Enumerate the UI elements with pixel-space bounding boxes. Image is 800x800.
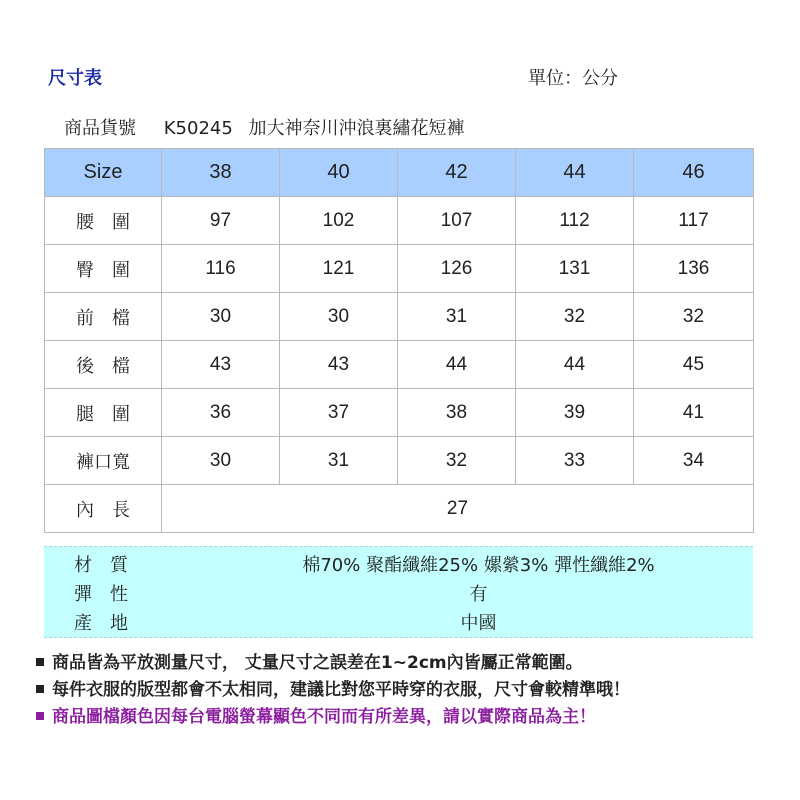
table-row xyxy=(45,485,754,533)
table-cell: 31 xyxy=(398,293,516,341)
table-cell: 41 xyxy=(634,389,754,437)
table-cell: 30 xyxy=(280,293,398,341)
table-cell: 43 xyxy=(162,341,280,389)
elasticity-label: 彈 性 xyxy=(74,584,128,605)
row-label-hip: 臀 圍 xyxy=(45,245,162,293)
origin-value: 中國 xyxy=(460,613,497,634)
note-text: 商品皆為平放測量尺寸， 丈量尺寸之誤差在1~2cm內皆屬正常範圍。 xyxy=(52,653,583,673)
table-row xyxy=(45,389,754,437)
table-cell: 121 xyxy=(280,245,398,293)
table-cell: 32 xyxy=(634,293,754,341)
size-header-cell: 38 xyxy=(162,149,280,197)
table-row xyxy=(45,341,754,389)
note-item xyxy=(36,701,630,728)
table-cell: 45 xyxy=(634,341,754,389)
size-header-row xyxy=(45,149,754,197)
material-label: 材 質 xyxy=(74,555,128,576)
table-row xyxy=(45,437,754,485)
square-bullet-icon xyxy=(36,685,44,693)
product-name: 加大神奈川沖浪裏繡花短褲 xyxy=(248,118,465,139)
row-label-back-rise: 後 檔 xyxy=(45,341,162,389)
table-cell: 116 xyxy=(162,245,280,293)
origin-row xyxy=(44,607,753,635)
product-label: 商品貨號 xyxy=(64,118,136,139)
table-cell: 107 xyxy=(398,197,516,245)
square-bullet-icon xyxy=(36,712,44,720)
row-label-waist: 腰 圍 xyxy=(45,197,162,245)
product-code: K50245 xyxy=(163,118,233,139)
table-cell: 126 xyxy=(398,245,516,293)
material-info-panel xyxy=(44,546,753,638)
material-value: 棉70% 聚酯纖維25% 嫘縈3% 彈性纖維2% xyxy=(302,555,655,576)
elasticity-row xyxy=(44,578,753,606)
table-cell: 102 xyxy=(280,197,398,245)
table-cell: 44 xyxy=(398,341,516,389)
table-cell: 97 xyxy=(162,197,280,245)
inseam-value-cell: 27 xyxy=(162,485,754,533)
table-cell: 136 xyxy=(634,245,754,293)
size-corner-cell: Size xyxy=(45,149,162,197)
row-label-leg-opening: 褲口寬 xyxy=(45,437,162,485)
table-cell: 112 xyxy=(516,197,634,245)
note-item xyxy=(36,674,630,701)
table-cell: 31 xyxy=(280,437,398,485)
table-row xyxy=(45,293,754,341)
unit-label: 單位：公分 xyxy=(528,68,618,89)
table-cell: 34 xyxy=(634,437,754,485)
size-header-cell: 44 xyxy=(516,149,634,197)
table-cell: 117 xyxy=(634,197,754,245)
size-header-cell: 42 xyxy=(398,149,516,197)
note-text: 每件衣服的版型都會不太相同，建議比對您平時穿的衣服，尺寸會較精準哦！ xyxy=(52,680,630,700)
table-cell: 32 xyxy=(398,437,516,485)
row-label-inseam: 內 長 xyxy=(45,485,162,533)
product-line xyxy=(64,114,465,140)
square-bullet-icon xyxy=(36,658,44,666)
table-cell: 32 xyxy=(516,293,634,341)
table-cell: 39 xyxy=(516,389,634,437)
row-label-front-rise: 前 檔 xyxy=(45,293,162,341)
size-chart-title: 尺寸表 xyxy=(48,68,102,89)
origin-label: 產 地 xyxy=(74,613,128,634)
notes-list xyxy=(36,647,630,728)
note-text: 商品圖檔顏色因每台電腦螢幕顯色不同而有所差異，請以實際商品為主！ xyxy=(52,707,596,727)
table-row xyxy=(45,197,754,245)
material-row xyxy=(44,549,753,577)
size-header-cell: 40 xyxy=(280,149,398,197)
table-cell: 30 xyxy=(162,437,280,485)
table-cell: 33 xyxy=(516,437,634,485)
size-table xyxy=(44,148,754,533)
table-cell: 36 xyxy=(162,389,280,437)
table-cell: 37 xyxy=(280,389,398,437)
row-label-thigh: 腿 圍 xyxy=(45,389,162,437)
table-cell: 43 xyxy=(280,341,398,389)
table-cell: 38 xyxy=(398,389,516,437)
size-header-cell: 46 xyxy=(634,149,754,197)
table-row xyxy=(45,245,754,293)
table-cell: 44 xyxy=(516,341,634,389)
table-cell: 30 xyxy=(162,293,280,341)
table-cell: 131 xyxy=(516,245,634,293)
elasticity-value: 有 xyxy=(469,584,488,605)
note-item xyxy=(36,647,630,674)
